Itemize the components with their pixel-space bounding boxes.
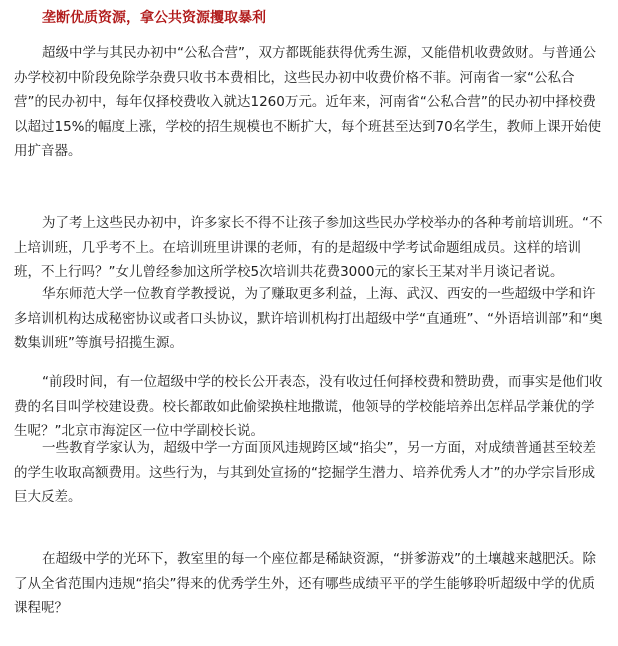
article-paragraph-2: 为了考上这些民办初中，许多家长不得不让孩子参加这些民办学校举办的各种考前培训班。“不上培训班，几乎考不上。在培训班里讲课的老师，有的是超级中学考试命题组成员。这样的培训班，不上行吗？”女儿曾经参加这所学校5次培训共花费3000元的家长王某对半月谈记者说。 — [14, 215, 603, 280]
article-paragraph-4: “前段时间，有一位超级中学的校长公开表态，没有收过任何择校费和赞助费，而事实是他们收费的名目叫学校建设费。校长都敢如此偷梁换柱地撒谎，他领导的学校能培养出怎样品学兼优的学生呢？”北京市海淀区一位中学副校长说。 — [14, 374, 603, 439]
article-title: 垄断优质资源，拿公共资源攫取暴利 — [42, 10, 266, 26]
article-paragraph-1: 超级中学与其民办初中“公私合营”，双方都既能获得优秀生源，又能借机收费敛财。与普通公办学校初中阶段免除学杂费只收书本费相比，这些民办初中收费价格不菲。河南省一家“公私合营”的民办初中，每年仅择校费收入就达1260万元。近年来，河南省“公私合营”的民办初中择校费以超过15%的幅度上涨，学校的招生规模也不断扩大，每个班甚至达到70名学生，教师上课开始使用扩音器。 — [14, 45, 602, 159]
article-paragraph-6: 在超级中学的光环下，教室里的每一个座位都是稀缺资源，“拼爹游戏”的土壤越来越肥沃。除了从全省范围内违规“掐尖”得来的优秀学生外，还有哪些成绩平平的学生能够聆听超级中学的优质课程呢？ — [14, 551, 596, 616]
article-paragraph-3: 华东师范大学一位教育学教授说，为了赚取更多利益，上海、武汉、西安的一些超级中学和许多培训机构达成秘密协议或者口头协议，默许培训机构打出超级中学“直通班”、“外语培训部”和“奥数集训班”等旗号招揽生源。 — [14, 286, 603, 351]
article-paragraph-5: 一些教育学家认为，超级中学一方面顶风违规跨区域“掐尖”，另一方面，对成绩普通甚至较差的学生收取高额费用。这些行为，与其到处宣扬的“挖掘学生潜力、培养优秀人才”的办学宗旨形成巨大反差。 — [14, 440, 596, 505]
